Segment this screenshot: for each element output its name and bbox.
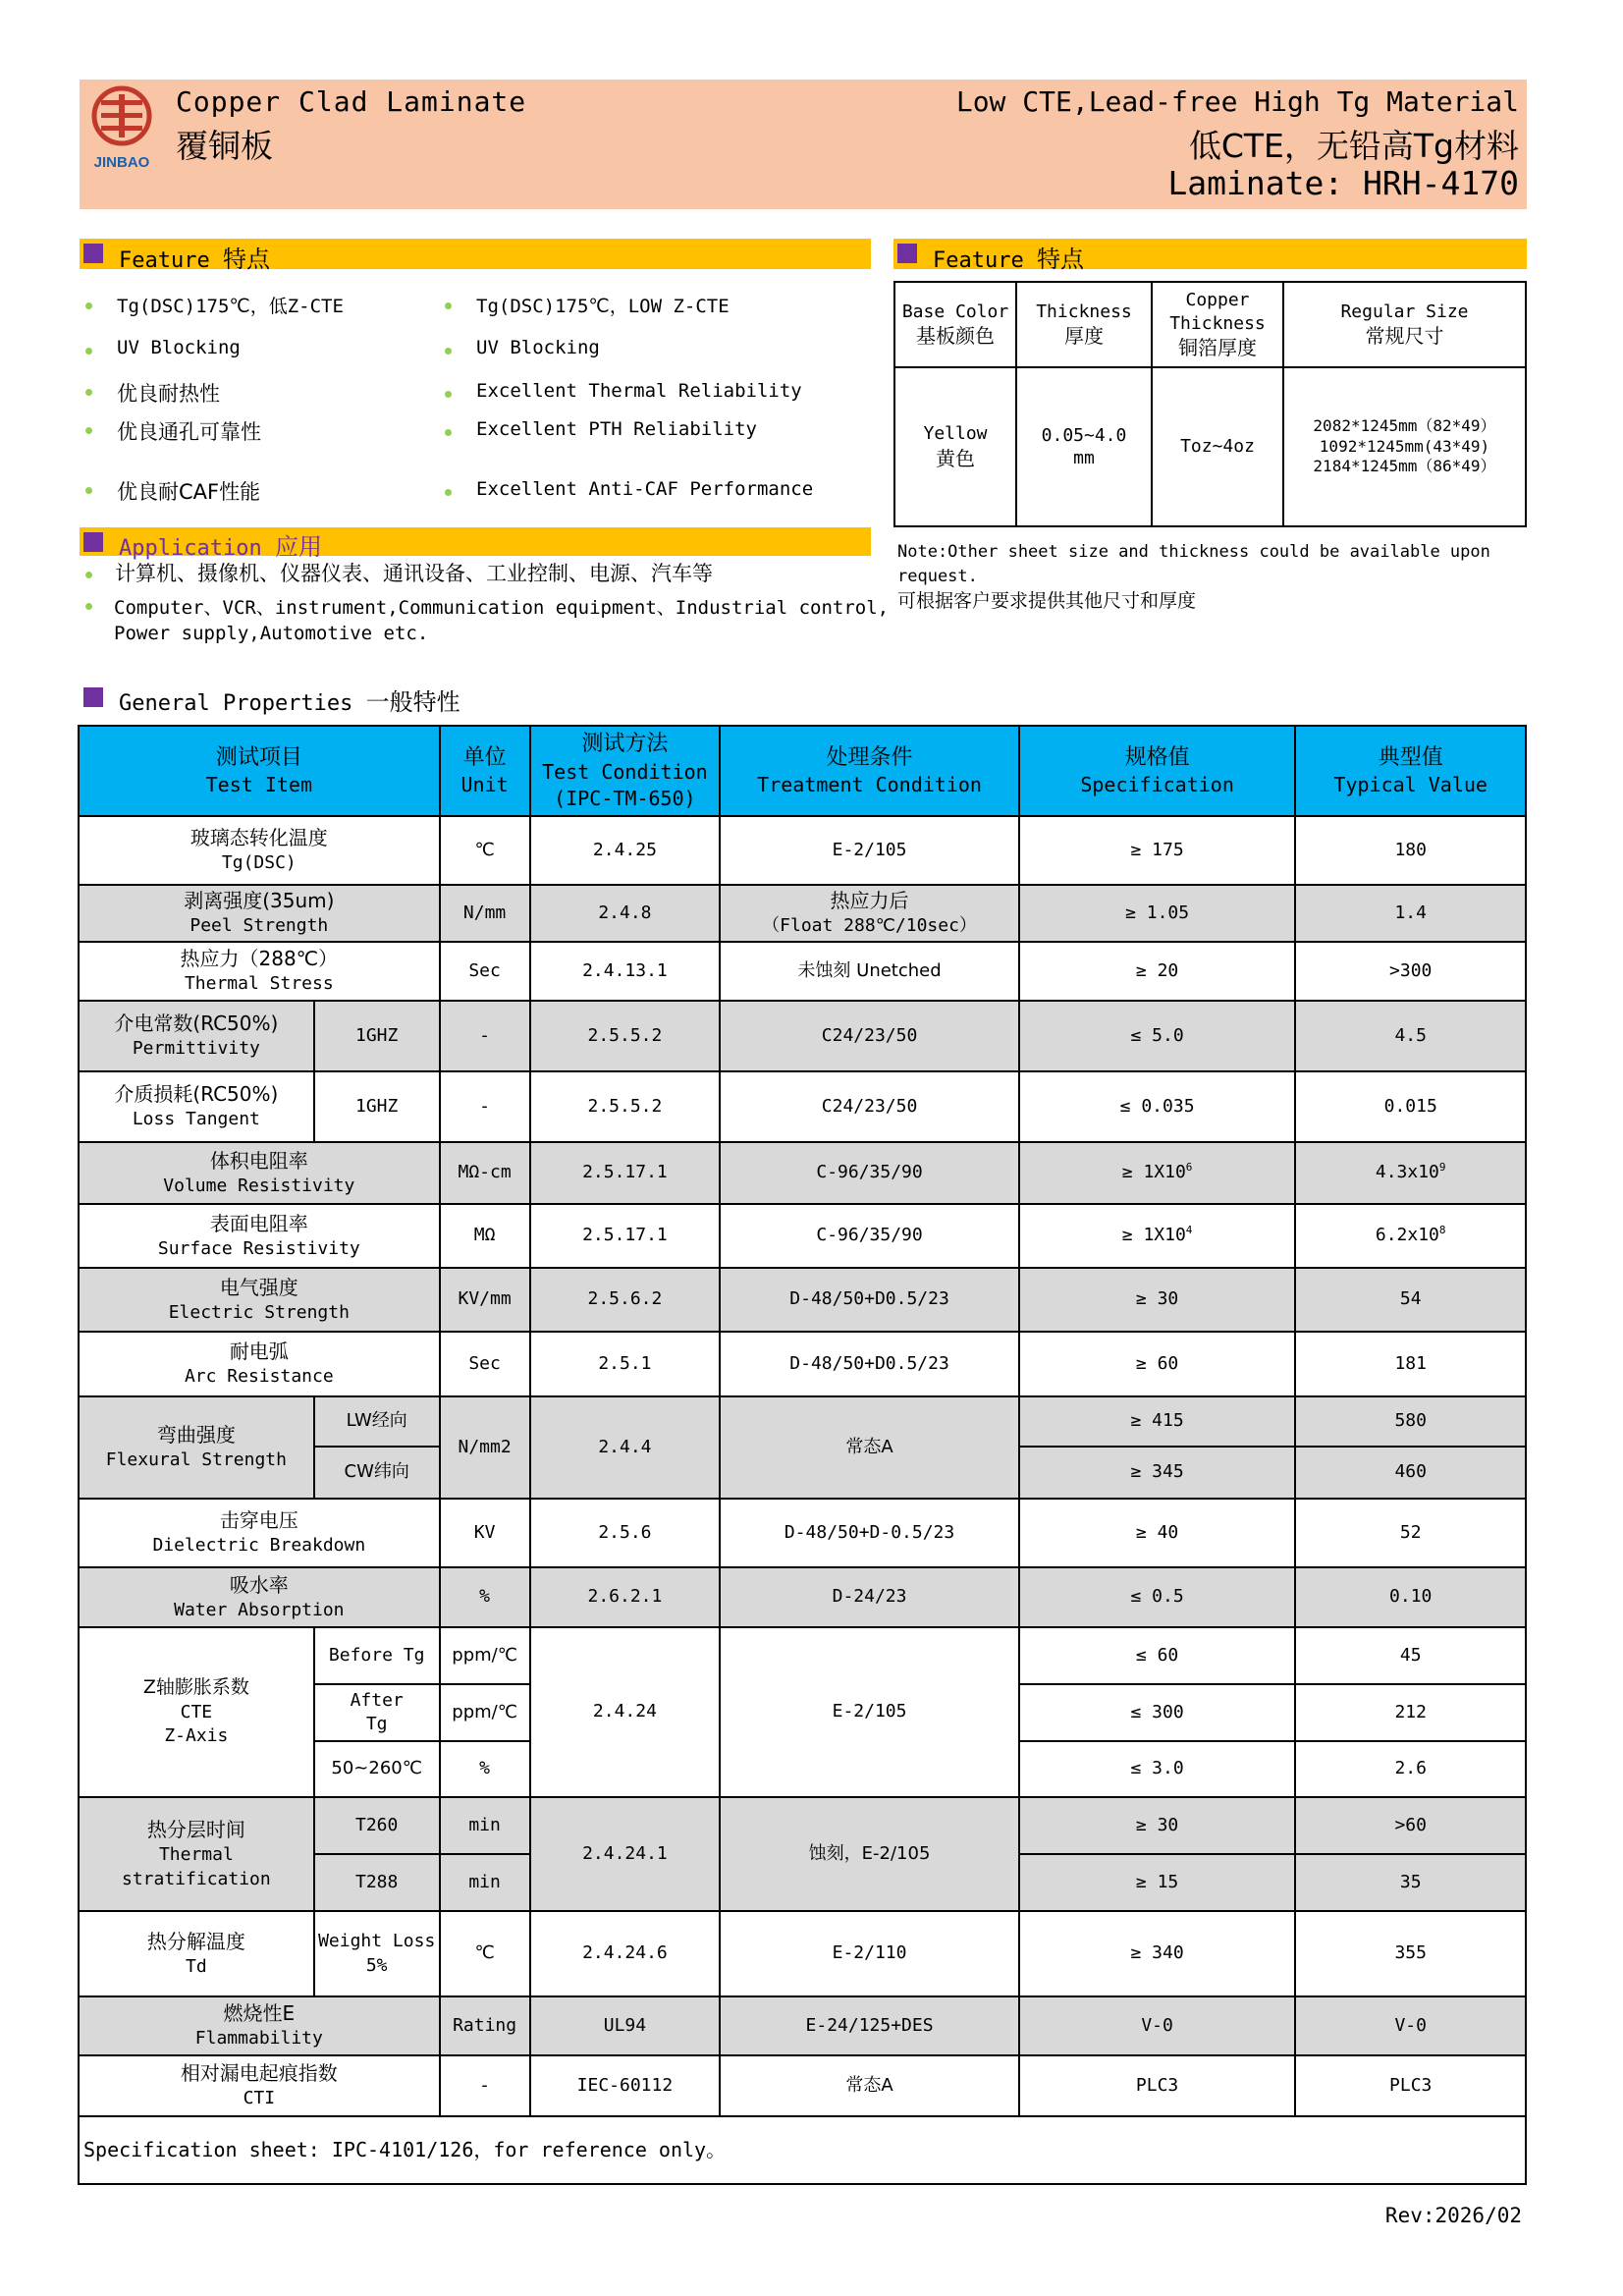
table-row: 介电常数(RC50%) Permittivity 1GHZ - 2.5.5.2 C24/23/50 ≤ 5.0 4.5 <box>79 1001 1526 1071</box>
spec-sheet-note: Specification sheet: IPC-4101/126，for reference only。 <box>79 2116 1526 2184</box>
table-row: 燃烧性E Flammability Rating UL94 E-24/125+DES V-0 V-0 <box>79 1996 1526 2055</box>
section-square-icon <box>83 532 103 552</box>
bullet-icon <box>85 348 92 355</box>
application-title: Application <box>119 536 262 561</box>
feature-section-bar <box>80 239 871 273</box>
feature-size-table <box>893 281 1527 527</box>
document-header <box>80 80 1527 209</box>
feature-title-cn: 特点 <box>222 246 270 273</box>
table-row: Z轴膨胀系数 CTE Z-Axis Before Tg ppm/℃ 2.4.24 E-2/105 ≤ 60 45 <box>79 1627 1526 1684</box>
application-line-en-2: Power supply,Automotive etc. <box>114 623 429 644</box>
table-row: After Tg ppm/℃ ≤ 300 212 <box>79 1684 1526 1741</box>
table-row: 玻璃态转化温度 Tg(DSC) ℃ 2.4.25 E-2/105 ≥ 175 180 <box>79 816 1526 885</box>
general-title: General Properties <box>119 691 353 716</box>
feature-right-title-cn: 特点 <box>1036 246 1084 273</box>
bullet-icon <box>445 489 452 496</box>
table-row: 热分层时间 Thermal stratification T260 min 2.4.24.1 蚀刻，E-2/105 ≥ 30 >60 <box>79 1797 1526 1854</box>
col-test-item: 测试项目 Test Item <box>79 726 440 816</box>
table-row: 弯曲强度 Flexural Strength LW经向 N/mm2 2.4.4 常态A ≥ 415 580 <box>79 1396 1526 1447</box>
bullet-icon <box>445 302 452 309</box>
bullet-icon <box>85 302 92 309</box>
table-row: 剥离强度(35um) Peel Strength N/mm 2.4.8 热应力后 （Float 288℃/10sec） ≥ 1.05 1.4 <box>79 885 1526 942</box>
table-row: 体积电阻率 Volume Resistivity MΩ-cm 2.5.17.1 C-96/35/90 ≥ $1X10^6$ $4.3x10^9$ <box>79 1142 1526 1204</box>
table-row: 击穿电压 Dielectric Breakdown KV 2.5.6 D-48/50+D-0.5/23 ≥ 40 52 <box>79 1499 1526 1567</box>
table-row: 热分解温度 Td Weight Loss 5% ℃ 2.4.24.6 E-2/110 ≥ 340 355 <box>79 1911 1526 1996</box>
table-row: 介质损耗(RC50%) Loss Tangent 1GHZ - 2.5.5.2 C24/23/50 ≤ 0.035 0.015 <box>79 1071 1526 1142</box>
bullet-icon <box>85 487 92 494</box>
general-properties-heading <box>80 683 570 716</box>
bullet-icon <box>445 391 452 398</box>
jinbao-logo <box>87 84 156 173</box>
subtitle-cn: 低CTE，无铅高Tg材料 <box>1188 127 1519 165</box>
copper-value: Toz~4oz <box>1152 367 1283 526</box>
feature-title: Feature <box>119 248 210 273</box>
base-color-value: Yellow 黄色 <box>894 367 1016 526</box>
table-row: 吸水率 Water Absorption % 2.6.2.1 D-24/23 ≤ 0.5 0.10 <box>79 1567 1526 1627</box>
subtitle-en: Low CTE,Lead-free High Tg Material <box>955 85 1519 118</box>
table-row: 表面电阻率 Surface Resistivity MΩ 2.5.17.1 C-96/35/90 ≥ $1X10^4$ $6.2x10^8$ <box>79 1204 1526 1268</box>
table-row: 50~260℃ % ≤ 3.0 2.6 <box>79 1741 1526 1797</box>
feature-right-section-bar <box>893 239 1527 273</box>
table-footer-row <box>79 2116 1526 2184</box>
header-copper-thickness: Copper Thickness 铜箔厚度 <box>1152 282 1283 367</box>
table-row: 耐电弧 Arc Resistance Sec 2.5.1 D-48/50+D0.5/23 ≥ 60 181 <box>79 1332 1526 1396</box>
col-test-method: 测试方法 Test Condition (IPC-TM-650) <box>530 726 721 816</box>
laminate-code: Laminate: HRH-4170 <box>1167 164 1519 202</box>
table-header-row <box>79 726 1526 816</box>
table-row: 电气强度 Electric Strength KV/mm 2.5.6.2 D-48/50+D0.5/23 ≥ 30 54 <box>79 1268 1526 1332</box>
section-square-icon <box>83 687 103 707</box>
table-row: 相对漏电起痕指数 CTI - IEC-60112 常态A PLC3 PLC3 <box>79 2055 1526 2116</box>
header-base-color: Base Color 基板颜色 <box>894 282 1016 367</box>
bullet-icon <box>85 427 92 434</box>
revision-label: Rev:2026/02 <box>1384 2204 1522 2227</box>
table-row: CW纬向 ≥ 345 460 <box>79 1447 1526 1499</box>
note-cn: 可根据客户要求提供其他尺寸和厚度 <box>897 590 1197 613</box>
title-cn: 覆铜板 <box>176 127 273 165</box>
general-title-cn: 一般特性 <box>365 688 460 716</box>
thickness-value: 0.05~4.0 mm <box>1016 367 1152 526</box>
header-thickness: Thickness 厚度 <box>1016 282 1152 367</box>
section-square-icon <box>83 244 103 263</box>
col-typical: 典型值 Typical Value <box>1295 726 1526 816</box>
note-en: Note:Other sheet size and thickness could be available upon request. <box>897 542 1490 586</box>
application-section-bar <box>80 527 871 561</box>
bullet-icon <box>85 603 92 610</box>
size-values: 2082*1245mm（82*49） 1092*1245mm(43*49) 2184*1245mm（86*49） <box>1283 367 1526 526</box>
col-treatment: 处理条件 Treatment Condition <box>720 726 1019 816</box>
header-regular-size: Regular Size 常规尺寸 <box>1283 282 1526 367</box>
col-unit: 单位 Unit <box>440 726 530 816</box>
title-en: Copper Clad Laminate <box>176 85 527 118</box>
svg-text:JINBAO: JINBAO <box>93 154 150 171</box>
col-specification: 规格值 Specification <box>1019 726 1296 816</box>
bullet-icon <box>85 389 92 396</box>
section-square-icon <box>897 244 917 263</box>
table-row: T288 min ≥ 15 35 <box>79 1854 1526 1911</box>
general-properties-table <box>78 725 1527 2185</box>
table-row: 热应力（288℃） Thermal Stress Sec 2.4.13.1 未蚀刻 Unetched ≥ 20 >300 <box>79 942 1526 1001</box>
application-title-cn: 应用 <box>274 533 322 561</box>
application-line-cn: 计算机、摄像机、仪器仪表、通讯设备、工业控制、电源、汽车等 <box>115 562 713 585</box>
bullet-icon <box>445 348 452 355</box>
size-note <box>897 540 1526 616</box>
application-line-en-1: Computer、VCR、instrument,Communication equipment、Industrial control, <box>114 597 890 619</box>
feature-right-title: Feature <box>933 248 1024 273</box>
bullet-icon <box>445 429 452 436</box>
bullet-icon <box>85 572 92 578</box>
